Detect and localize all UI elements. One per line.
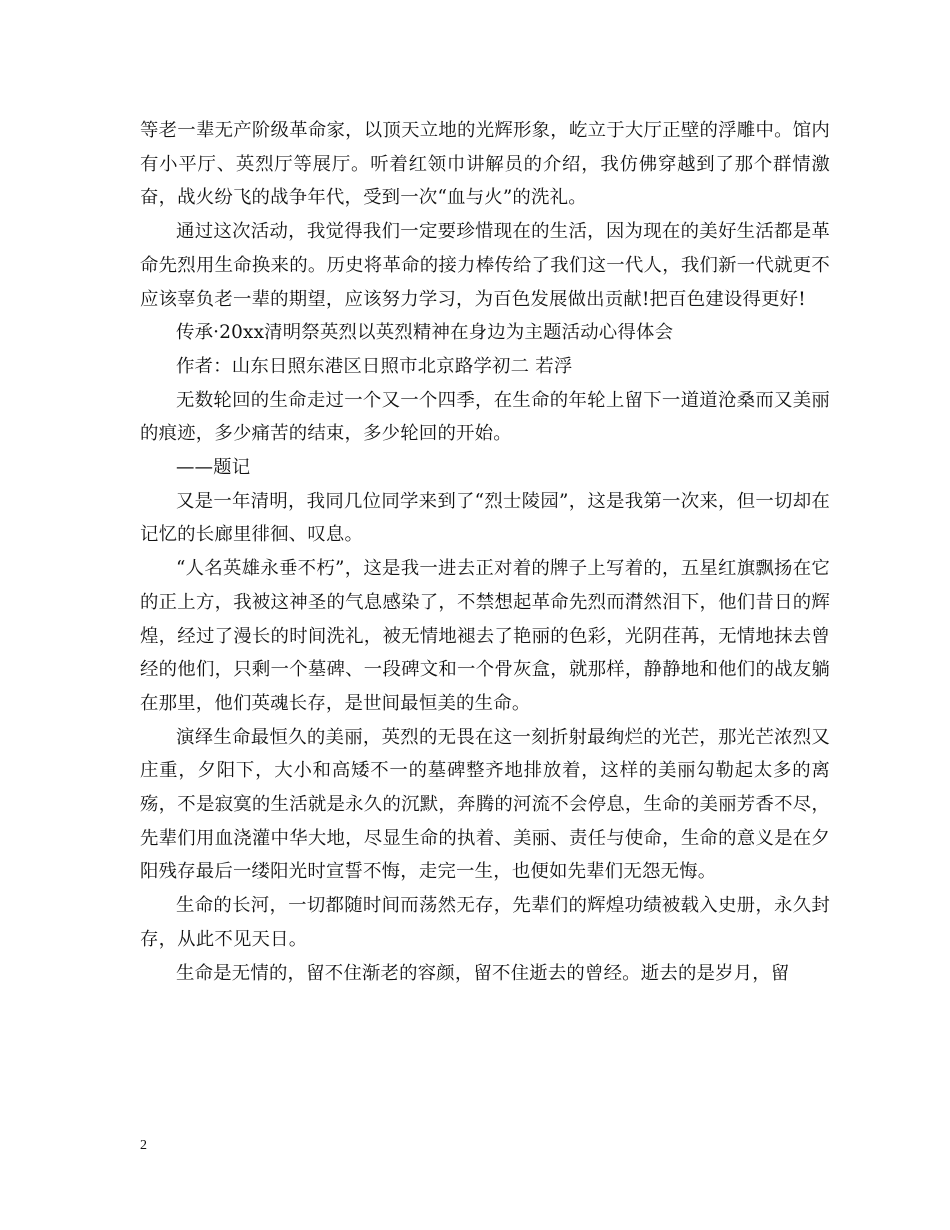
- paragraph: “人名英雄永垂不朽”，这是我一进去正对着的牌子上写着的，五星红旗飘扬在它的正上方，我被这神圣的气息感染了，不禁想起革命先烈而潸然泪下，他们昔日的辉煌，经过了漫长的时间洗礼，被无情地褪去了艳丽的色彩，光阴荏苒，无情地抹去曾经的他们，只剩一个墓碑、一段碑文和一个骨灰盒，就那样，静静地和他们的战友躺在那里，他们英魂长存，是世间最恒美的生命。: [140, 558, 830, 714]
- page-number: 2: [140, 1138, 147, 1153]
- article-title: 传承·20xx清明祭英烈以英烈精神在身边为主题活动心得体会: [176, 322, 674, 344]
- paragraph: 又是一年清明，我同几位同学来到了“烈士陵园”，这是我第一次来，但一切却在记忆的长廊里徘徊、叹息。: [140, 490, 830, 546]
- epigraph: 无数轮回的生命走过一个又一个四季，在生命的年轮上留下一道道沧桑而又美丽的痕迹，多少痛苦的结束，多少轮回的开始。: [140, 389, 830, 445]
- epigraph-attribution: ——题记: [176, 457, 251, 479]
- document-body: [140, 114, 830, 990]
- paragraph: 演绎生命最恒久的美丽，英烈的无畏在这一刻折射最绚烂的光芒，那光芒浓烈又庄重，夕阳下，大小和高矮不一的墓碑整齐地排放着，这样的美丽勾勒起太多的离殇，不是寂寞的生活就是永久的沉默，奔腾的河流不会停息，生命的美丽芳香不尽，先辈们用血浇灌中华大地，尽显生命的执着、美丽、责任与使命，生命的意义是在夕阳残存最后一缕阳光时宣誓不悔，走完一生，也便如先辈们无怨无悔。: [140, 726, 830, 883]
- article-author: 作者：山东日照东港区日照市北京路学初二 若浮: [176, 355, 573, 377]
- paragraph: 通过这次活动，我觉得我们一定要珍惜现在的生活，因为现在的美好生活都是革命先烈用生命换来的。历史将革命的接力棒传给了我们这一代人，我们新一代就更不应该辜负老一辈的期望，应该努力学习，为百色发展做出贡献!把百色建设得更好!: [140, 221, 830, 310]
- paragraph: 生命是无情的，留不住渐老的容颜，留不住逝去的曾经。逝去的是岁月，留: [176, 962, 790, 984]
- paragraph: 生命的长河，一切都随时间而荡然无存，先辈们的辉煌功绩被载入史册，永久封存，从此不见天日。: [140, 895, 830, 950]
- paragraph: 等老一辈无产阶级革命家，以顶天立地的光辉形象，屹立于大厅正壁的浮雕中。馆内有小平厅、英烈厅等展厅。听着红领巾讲解员的介绍，我仿佛穿越到了那个群情激奋，战火纷飞的战争年代，受到一次“血与火”的洗礼。: [140, 120, 830, 209]
